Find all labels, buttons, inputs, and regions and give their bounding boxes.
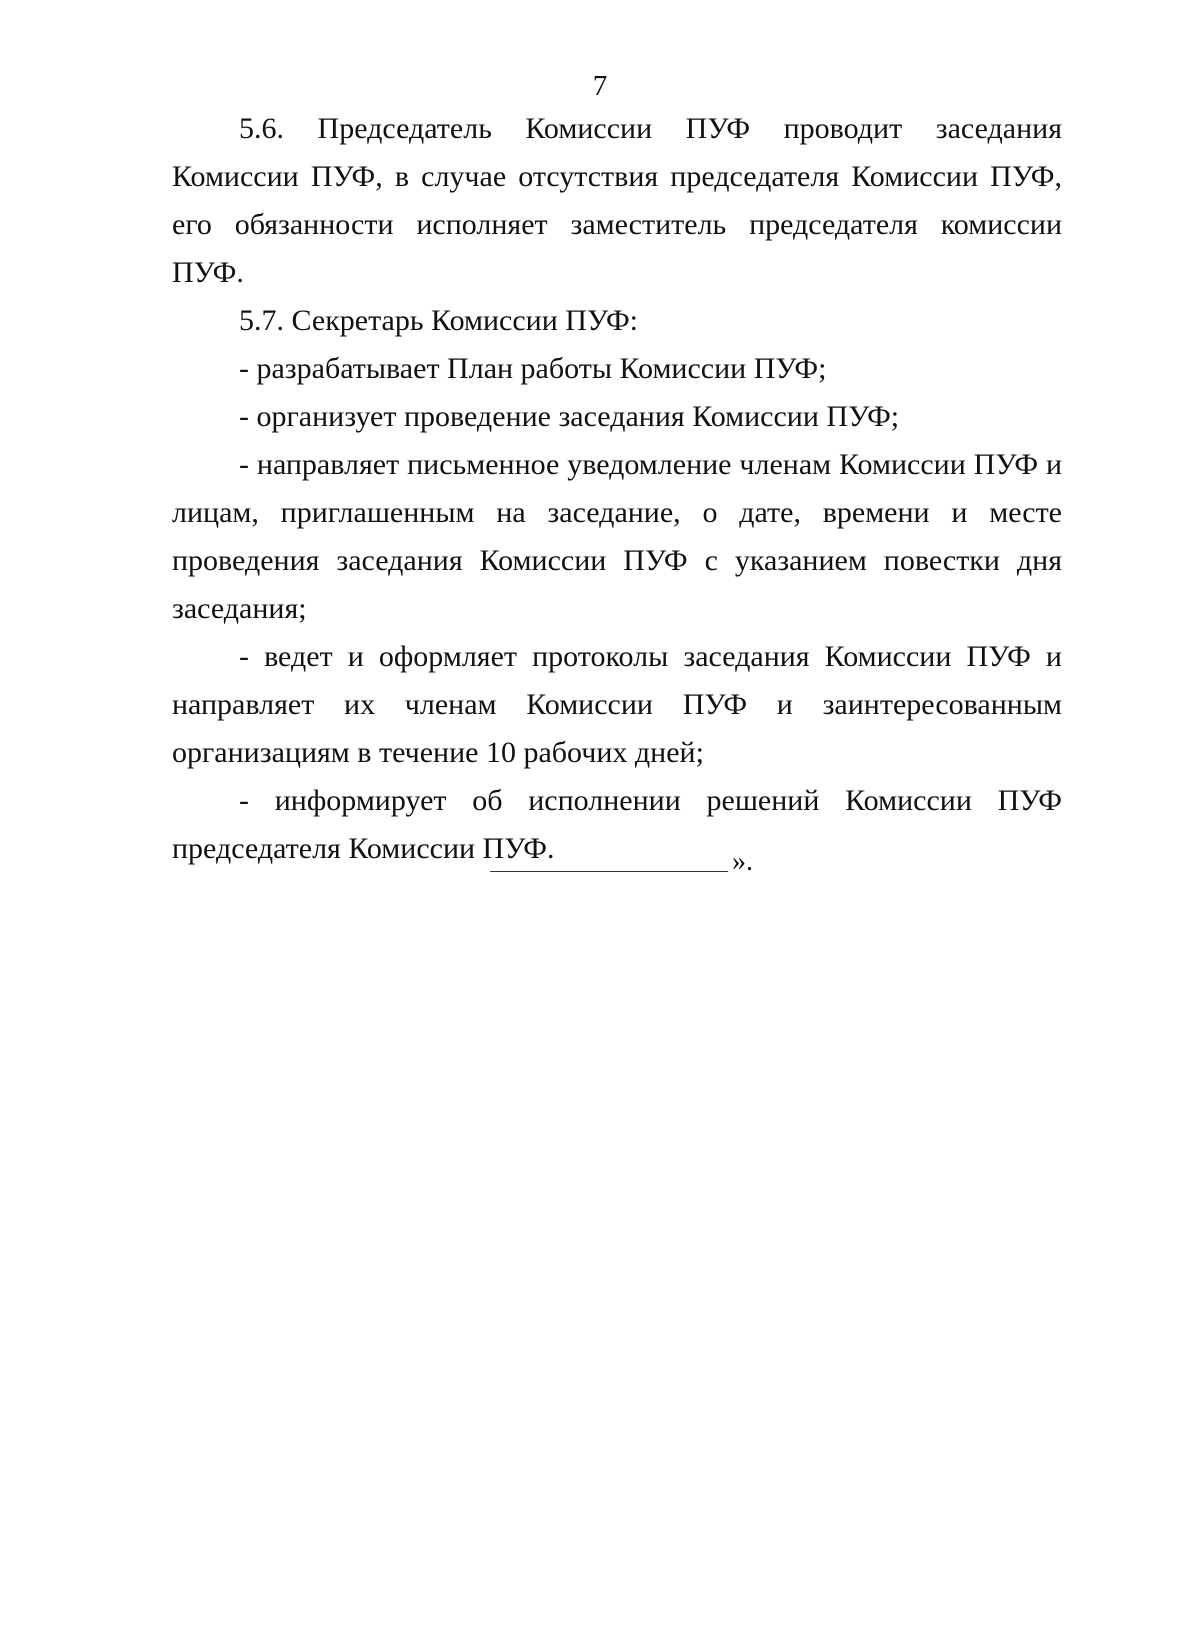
duty-item-protocols: - ведет и оформляет протоколы заседания Комиссии ПУФ и направляет их членам Комиссии ПУФ и заинтересованным организациям в течение 10 рабочих дней; <box>172 640 1062 769</box>
document-body <box>172 105 1062 873</box>
closing-quote-mark: ». <box>732 846 753 877</box>
duty-item-plan: - разрабатывает План работы Комиссии ПУФ; <box>239 352 827 385</box>
duty-item-send-notification: - направляет письменное уведомление членам Комиссии ПУФ и лицам, приглашенным на заседание, о дате, времени и месте проведения заседания Комиссии ПУФ с указанием повестки дня заседания; <box>172 448 1062 625</box>
duty-item-inform-chairman: - информирует об исполнении решений Комиссии ПУФ председателя Комиссии ПУФ. <box>172 784 1062 865</box>
duty-item-organize-meeting: - организует проведение заседания Комиссии ПУФ; <box>239 400 900 433</box>
closing-rule <box>490 871 728 872</box>
page-number: 7 <box>592 70 608 102</box>
paragraph-5-7-heading: 5.7. Секретарь Комиссии ПУФ: <box>239 304 638 337</box>
paragraph-5-6: 5.6. Председатель Комиссии ПУФ проводит заседания Комиссии ПУФ, в случае отсутствия председателя Комиссии ПУФ, его обязанности исполняет заместитель председателя комиссии ПУФ. <box>172 112 1062 289</box>
closing-line-block <box>490 840 753 880</box>
